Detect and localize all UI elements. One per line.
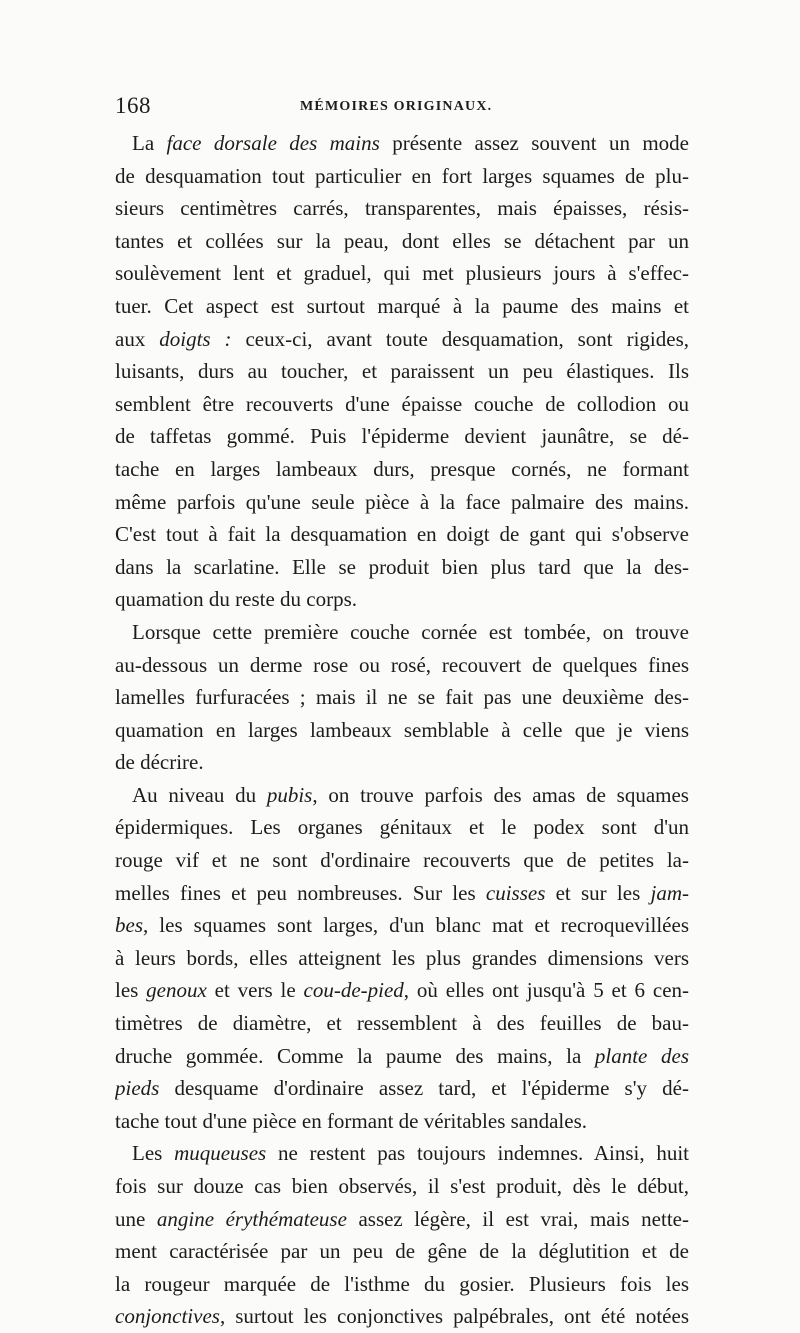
text-run: à leurs bords, elles atteignent les plus grandes dimensions vers: [115, 945, 689, 970]
text-run: ment caractérisée par un peu de gêne de la déglutition et de: [115, 1239, 689, 1264]
text-run: sieurs centimètres carrés, transparentes, mais épaisses, résis-: [115, 196, 689, 221]
text-line: [115, 192, 689, 225]
text-line: [115, 942, 689, 975]
text-line: [115, 877, 689, 910]
text-run: , où elles ont jusqu'à 5 et 6 cen-: [403, 978, 689, 1003]
text-run: La: [132, 131, 167, 155]
text-run: fois sur douze cas bien observés, il s'est produit, dès le début,: [115, 1174, 689, 1198]
text-line: [115, 388, 689, 421]
text-run: Les: [132, 1141, 175, 1166]
text-line: [115, 583, 689, 616]
page-number: 168: [115, 93, 151, 118]
italic-term: cuisses: [485, 880, 546, 905]
text-line: [115, 127, 689, 160]
text-run: assez légère, il est vrai, mais nette-: [346, 1206, 689, 1231]
text-line: [115, 1007, 689, 1040]
text-run: tache en larges lambeaux durs, presque cornés, ne formant: [115, 456, 689, 481]
text-run: druche gommée. Comme la paume des mains, la: [115, 1043, 595, 1068]
text-line: [115, 1268, 689, 1301]
text-run: de desquamation tout particulier en fort larges squames de plu-: [115, 163, 689, 188]
text-run: de décrire.: [115, 750, 204, 775]
text-run: quamation du reste du corps.: [115, 587, 358, 612]
text-run: les: [115, 978, 147, 1003]
text-run: présente assez souvent un mode: [379, 131, 689, 155]
text-line: [115, 714, 689, 747]
text-line: [115, 1072, 689, 1105]
text-run: Lorsque cette première couche cornée est tombée, on trouve: [132, 619, 689, 644]
text-run: melles fines et peu nombreuses. Sur les: [115, 880, 486, 905]
text-line: [115, 1203, 689, 1236]
italic-term: genoux: [146, 978, 207, 1003]
text-run: épidermiques. Les organes génitaux et le podex sont d'un: [115, 815, 689, 840]
text-line: [115, 1300, 689, 1333]
text-run: , on trouve parfois des amas de squames: [312, 782, 689, 807]
italic-term: conjonctives: [115, 1304, 220, 1329]
text-run: une: [115, 1206, 157, 1231]
text-run: semblent être recouverts d'une épaisse couche de collodion ou: [115, 391, 689, 416]
text-line: [115, 909, 689, 942]
text-line: [115, 779, 689, 812]
italic-term: jam-: [650, 880, 689, 905]
text-run: , surtout les conjonctives palpébrales, ont été notées: [219, 1304, 689, 1329]
text-run: la rougeur marquée de l'isthme du gosier. Plusieurs fois les: [115, 1271, 689, 1296]
text-line: [115, 616, 689, 649]
text-line: [115, 1170, 689, 1203]
italic-term: doigts :: [159, 326, 232, 351]
text-run: aux: [115, 326, 160, 351]
text-line: [115, 746, 689, 779]
text-line: [115, 486, 689, 519]
running-head: MÉMOIRES ORIGINAUX.: [300, 99, 493, 114]
page-header: [115, 93, 695, 123]
text-run: tuer. Cet aspect est surtout marqué à la paume des mains et: [115, 293, 689, 318]
text-run: lamelles furfuracées ; mais il ne se fait pas une deuxième des-: [115, 685, 689, 710]
italic-term: pieds: [115, 1076, 160, 1101]
text-line: [115, 453, 689, 486]
text-line: [115, 323, 689, 356]
text-run: et sur les: [545, 880, 651, 905]
body-text: [115, 127, 689, 1333]
text-line: [115, 1105, 689, 1138]
text-line: [115, 811, 689, 844]
text-run: quamation en larges lambeaux semblable à celle que je viens: [115, 717, 689, 742]
italic-term: plante des: [594, 1043, 689, 1068]
text-line: [115, 290, 689, 323]
text-run: ceux-ci, avant toute desquamation, sont rigides,: [231, 326, 689, 351]
text-run: et vers le: [206, 978, 304, 1003]
text-line: [115, 1137, 689, 1170]
text-run: C'est tout à fait la desquamation en doigt de gant qui s'observe: [115, 522, 689, 547]
italic-term: pubis: [266, 782, 313, 807]
text-run: , les squames sont larges, d'un blanc mat et recroquevillées: [143, 913, 689, 938]
italic-term: angine érythémateuse: [156, 1206, 347, 1231]
text-line: [115, 649, 689, 682]
text-line: [115, 160, 689, 193]
text-line: [115, 355, 689, 388]
text-run: luisants, durs au toucher, et paraissent un peu élastiques. Ils: [115, 359, 689, 384]
text-line: [115, 420, 689, 453]
text-run: tantes et collées sur la peau, dont elles se détachent par un: [115, 228, 689, 253]
text-line: [115, 1235, 689, 1268]
text-line: [115, 974, 689, 1007]
text-run: soulèvement lent et graduel, qui met plusieurs jours à s'effec-: [115, 261, 689, 286]
text-run: de taffetas gommé. Puis l'épiderme devient jaunâtre, se dé-: [115, 424, 689, 449]
text-run: ne restent pas toujours indemnes. Ainsi, huit: [266, 1141, 689, 1166]
text-line: [115, 257, 689, 290]
text-line: [115, 225, 689, 258]
italic-term: bes: [115, 913, 143, 938]
text-line: [115, 844, 689, 877]
text-run: tache tout d'une pièce en formant de véritables sandales.: [115, 1108, 588, 1133]
text-run: même parfois qu'une seule pièce à la face palmaire des mains.: [115, 489, 689, 514]
text-line: [115, 551, 689, 584]
text-line: [115, 518, 689, 551]
text-run: rouge vif et ne sont d'ordinaire recouverts que de petites la-: [115, 848, 689, 873]
text-run: desquame d'ordinaire assez tard, et l'épiderme s'y dé-: [159, 1076, 689, 1101]
text-line: [115, 1040, 689, 1073]
text-run: au-dessous un derme rose ou rosé, recouvert de quelques fines: [115, 652, 689, 677]
italic-term: cou-de-pied: [303, 978, 404, 1003]
italic-term: muqueuses: [174, 1141, 267, 1166]
text-run: Au niveau du: [132, 782, 267, 807]
italic-term: face dorsale des mains: [166, 131, 380, 155]
text-line: [115, 681, 689, 714]
text-run: dans la scarlatine. Elle se produit bien plus tard que la des-: [115, 554, 689, 579]
text-run: timètres de diamètre, et ressemblent à des feuilles de bau-: [115, 1011, 689, 1036]
